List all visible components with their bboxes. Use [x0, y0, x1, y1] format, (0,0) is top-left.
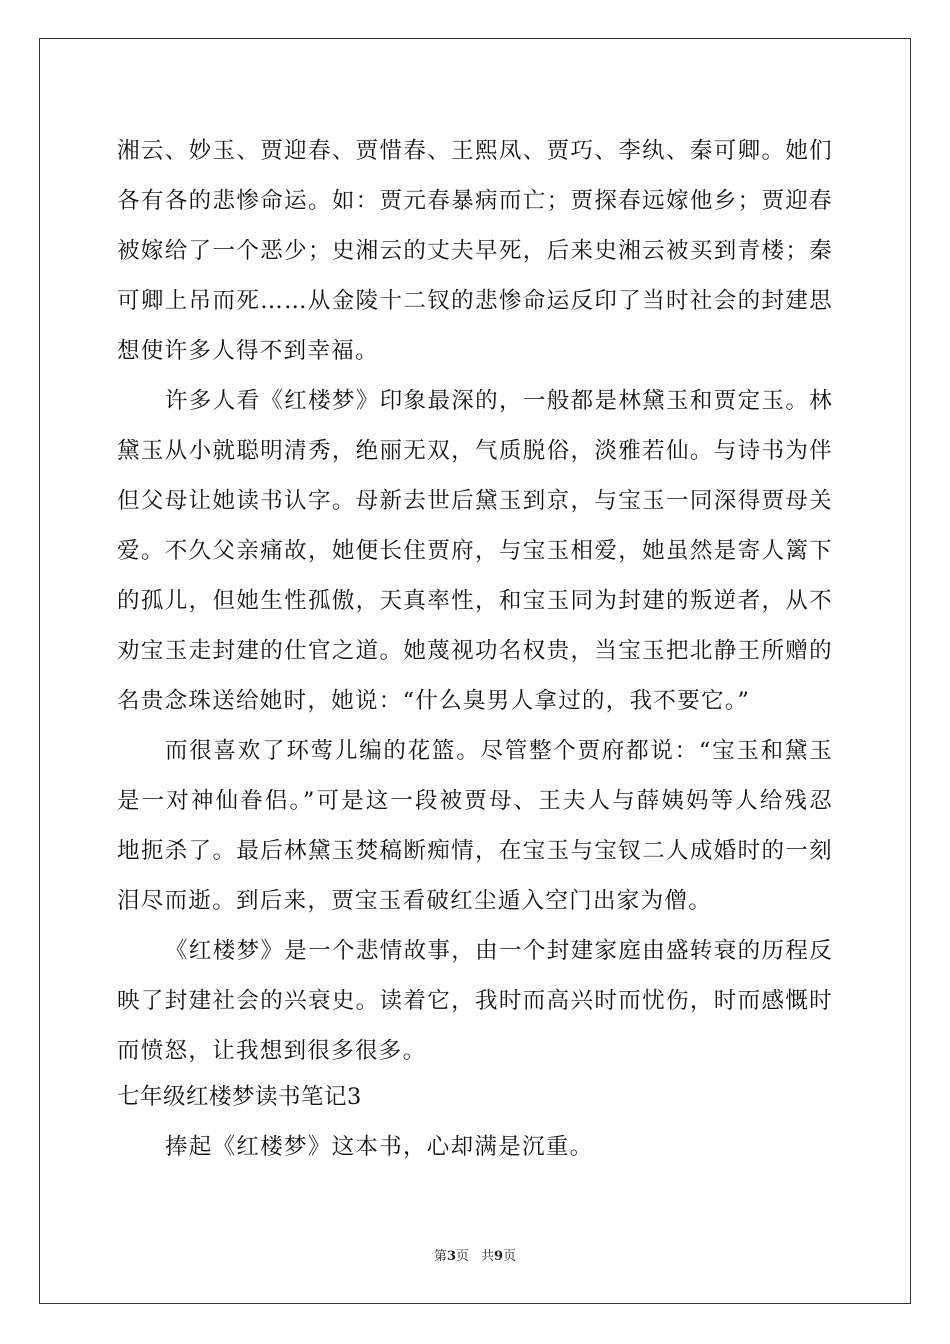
page-footer	[0, 1245, 950, 1264]
paragraph-first-line: 而很喜欢了环莺儿编的花篮。尽管整个贾府都说：“宝玉和黛玉	[165, 738, 833, 764]
text-line: 的孤儿，但她生性孤傲，天真率性，和宝玉同为封建的叛逆者，从不	[117, 588, 833, 614]
footer-page-number: 3	[446, 1249, 456, 1264]
text-line: 各有各的悲惨命运。如：贾元春暴病而亡；贾探春远嫁他乡；贾迎春	[117, 188, 833, 214]
text-line: 想使许多人得不到幸福。	[117, 338, 379, 364]
section-heading: 七年级红楼梦读书笔记3	[117, 1084, 362, 1110]
footer-page-prefix: 第	[433, 1249, 447, 1264]
footer-total-number: 9	[494, 1249, 504, 1264]
footer-page-unit: 页	[455, 1249, 469, 1264]
paragraph-first-line: 许多人看《红楼梦》印象最深的，一般都是林黛玉和贾定玉。林	[165, 388, 833, 414]
footer-total-prefix: 共	[481, 1249, 495, 1264]
text-line: 黛玉从小就聪明清秀，绝丽无双，气质脱俗，淡雅若仙。与诗书为伴	[117, 438, 833, 464]
footer-total-unit: 页	[503, 1249, 517, 1264]
text-line: 被嫁给了一个恶少；史湘云的丈夫早死，后来史湘云被买到青楼；秦	[117, 238, 833, 264]
text-line: 地扼杀了。最后林黛玉焚稿断痴情，在宝玉与宝钗二人成婚时的一刻	[117, 838, 833, 864]
paragraph-first-line: 捧起《红楼梦》这本书，心却满是沉重。	[165, 1134, 594, 1160]
text-line: 劝宝玉走封建的仕官之道。她蔑视功名权贵，当宝玉把北静王所赠的	[117, 638, 833, 664]
text-line: 名贵念珠送给她时，她说：“什么臭男人拿过的，我不要它。”	[117, 688, 751, 714]
text-line: 可卿上吊而死……从金陵十二钗的悲惨命运反印了当时社会的封建思	[117, 288, 833, 314]
text-line: 湘云、妙玉、贾迎春、贾惜春、王熙凤、贾巧、李纨、秦可卿。她们	[117, 138, 833, 164]
text-line: 爱。不久父亲痛故，她便长住贾府，与宝玉相爱，她虽然是寄人篱下	[117, 538, 833, 564]
text-line: 但父母让她读书认字。母新去世后黛玉到京，与宝玉一同深得贾母关	[117, 488, 833, 514]
text-line: 泪尽而逝。到后来，贾宝玉看破红尘遁入空门出家为僧。	[117, 888, 713, 914]
text-line: 映了封建社会的兴衰史。读着它，我时而高兴时而忧伤，时而感慨时	[117, 988, 833, 1014]
text-line: 是一对神仙眷侣。”可是这一段被贾母、王夫人与薛姨妈等人给残忍	[117, 788, 833, 814]
text-line: 而愤怒，让我想到很多很多。	[117, 1038, 427, 1064]
paragraph-first-line: 《红楼梦》是一个悲情故事，由一个封建家庭由盛转衰的历程反	[165, 938, 833, 964]
